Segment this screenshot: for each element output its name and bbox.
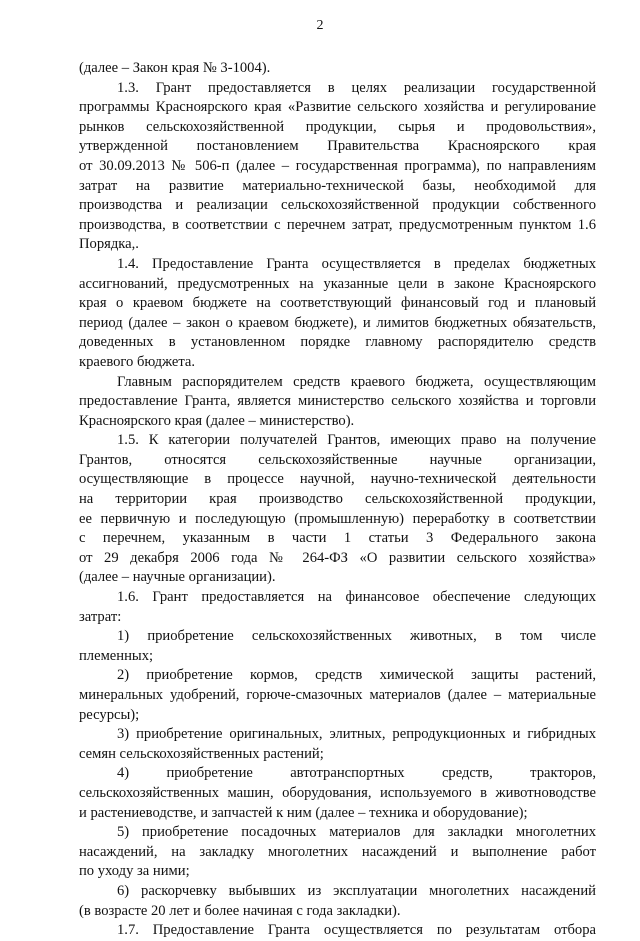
text-line: 1.5. К категории получателей Грантов, имеющих право на получение [117, 432, 596, 449]
text-line: от 30.09.2013 № 506-п (далее – государственная программа), по направлениям [79, 157, 596, 174]
text-line: 6) раскорчевку выбывших из эксплуатации многолетних насаждений [117, 882, 596, 899]
text-line: края о краевом бюджете на соответствующий финансовый год и плановый [79, 295, 596, 312]
text-line: Главным распорядителем средств краевого бюджета, осуществляющим [117, 373, 596, 390]
paragraph [79, 725, 596, 764]
text-line: 1.3. Грант предоставляется в целях реализации государственной [117, 79, 596, 96]
text-line: доведенных в установленном порядке главному распорядителю средств [79, 334, 596, 351]
paragraph [79, 627, 596, 666]
text-line: затрат: [79, 608, 122, 625]
paragraph [79, 882, 596, 921]
text-line: затрат на развитие материально-технической базы, необходимой для [79, 177, 596, 194]
text-line: Грантов, относятся сельскохозяйственные научные организации, [79, 451, 596, 468]
text-line: (далее – научные организации). [79, 569, 276, 586]
page-number: 2 [316, 18, 324, 33]
text-line: 1.7. Предоставление Гранта осуществляется по результатам отбора [117, 922, 596, 939]
text-line: Порядка,. [79, 236, 139, 253]
text-line: утвержденной постановлением Правительства Красноярского края [79, 138, 596, 155]
text-line: сельскохозяйственных машин, оборудования, используемого в животноводстве [79, 784, 596, 801]
paragraph [79, 588, 596, 627]
text-line: программы Красноярского края «Развитие сельского хозяйства и регулирование [79, 99, 596, 116]
paragraph [79, 823, 596, 882]
text-line: 3) приобретение оригинальных, элитных, репродукционных и гибридных [117, 726, 596, 743]
text-line: краевого бюджета. [79, 353, 196, 370]
text-line: насаждений, на закладку многолетних насаждений и выполнение работ [79, 843, 596, 860]
paragraph [79, 59, 596, 79]
text-line: рынков сельскохозяйственной продукции, сырья и продовольствия», [79, 118, 596, 135]
text-line: семян сельскохозяйственных растений; [79, 745, 324, 762]
text-line: на территории края производство сельскохозяйственной продукции, [79, 491, 596, 508]
text-line: период (далее – закон о краевом бюджете), и лимитов бюджетных обязательств, [79, 314, 596, 331]
document-body [79, 59, 596, 941]
text-line: осуществляющие в процессе научной, научно-технической деятельности [79, 471, 596, 488]
text-line: ее первичную и последующую (промышленную) переработку в соответствии [79, 510, 596, 527]
text-line: ассигнований, предусмотренных на указанные цели в законе Красноярского [79, 275, 596, 292]
paragraph [79, 921, 596, 941]
text-line: производства и реализации сельскохозяйственной продукции собственного [79, 197, 596, 214]
paragraph [79, 431, 596, 588]
text-line: (далее – Закон края № 3-1004). [79, 60, 271, 76]
paragraph [79, 373, 596, 432]
text-line: и растениеводстве, и запчастей к ним (далее – техника и оборудование); [79, 804, 528, 821]
text-line: 1.6. Грант предоставляется на финансовое обеспечение следующих [117, 589, 596, 606]
text-line: племенных; [79, 647, 154, 664]
text-line: 5) приобретение посадочных материалов для закладки многолетних [117, 824, 596, 841]
text-line: минеральных удобрений, горюче-смазочных материалов (далее – материальные [79, 687, 596, 703]
text-line: ресурсы); [79, 706, 140, 723]
text-line: от 29 декабря 2006 года № 264-ФЗ «О развитии сельского хозяйства» [79, 549, 596, 566]
text-line: 2) приобретение кормов, средств химической защиты растений, [117, 667, 596, 684]
paragraph [79, 764, 596, 823]
paragraph [79, 666, 596, 725]
text-line: 1) приобретение сельскохозяйственных животных, в том числе [117, 628, 596, 645]
text-line: Красноярского края (далее – министерство). [79, 412, 355, 429]
text-line: по уходу за ними; [79, 863, 190, 880]
paragraph [79, 255, 596, 373]
paragraph [79, 79, 596, 255]
text-line: производства, в соответствии с перечнем затрат, предусмотренным пунктом 1.6 [79, 216, 596, 233]
text-line: с перечнем, указанным в части 1 статьи 3 Федерального закона [79, 530, 596, 547]
text-line: 1.4. Предоставление Гранта осуществляется в пределах бюджетных [117, 255, 596, 272]
text-line: (в возрасте 20 лет и более начиная с года закладки). [79, 902, 401, 919]
text-line: предоставление Гранта, является министерство сельского хозяйства и торговли [79, 393, 596, 410]
text-line: 4) приобретение автотранспортных средств, тракторов, [117, 765, 596, 782]
